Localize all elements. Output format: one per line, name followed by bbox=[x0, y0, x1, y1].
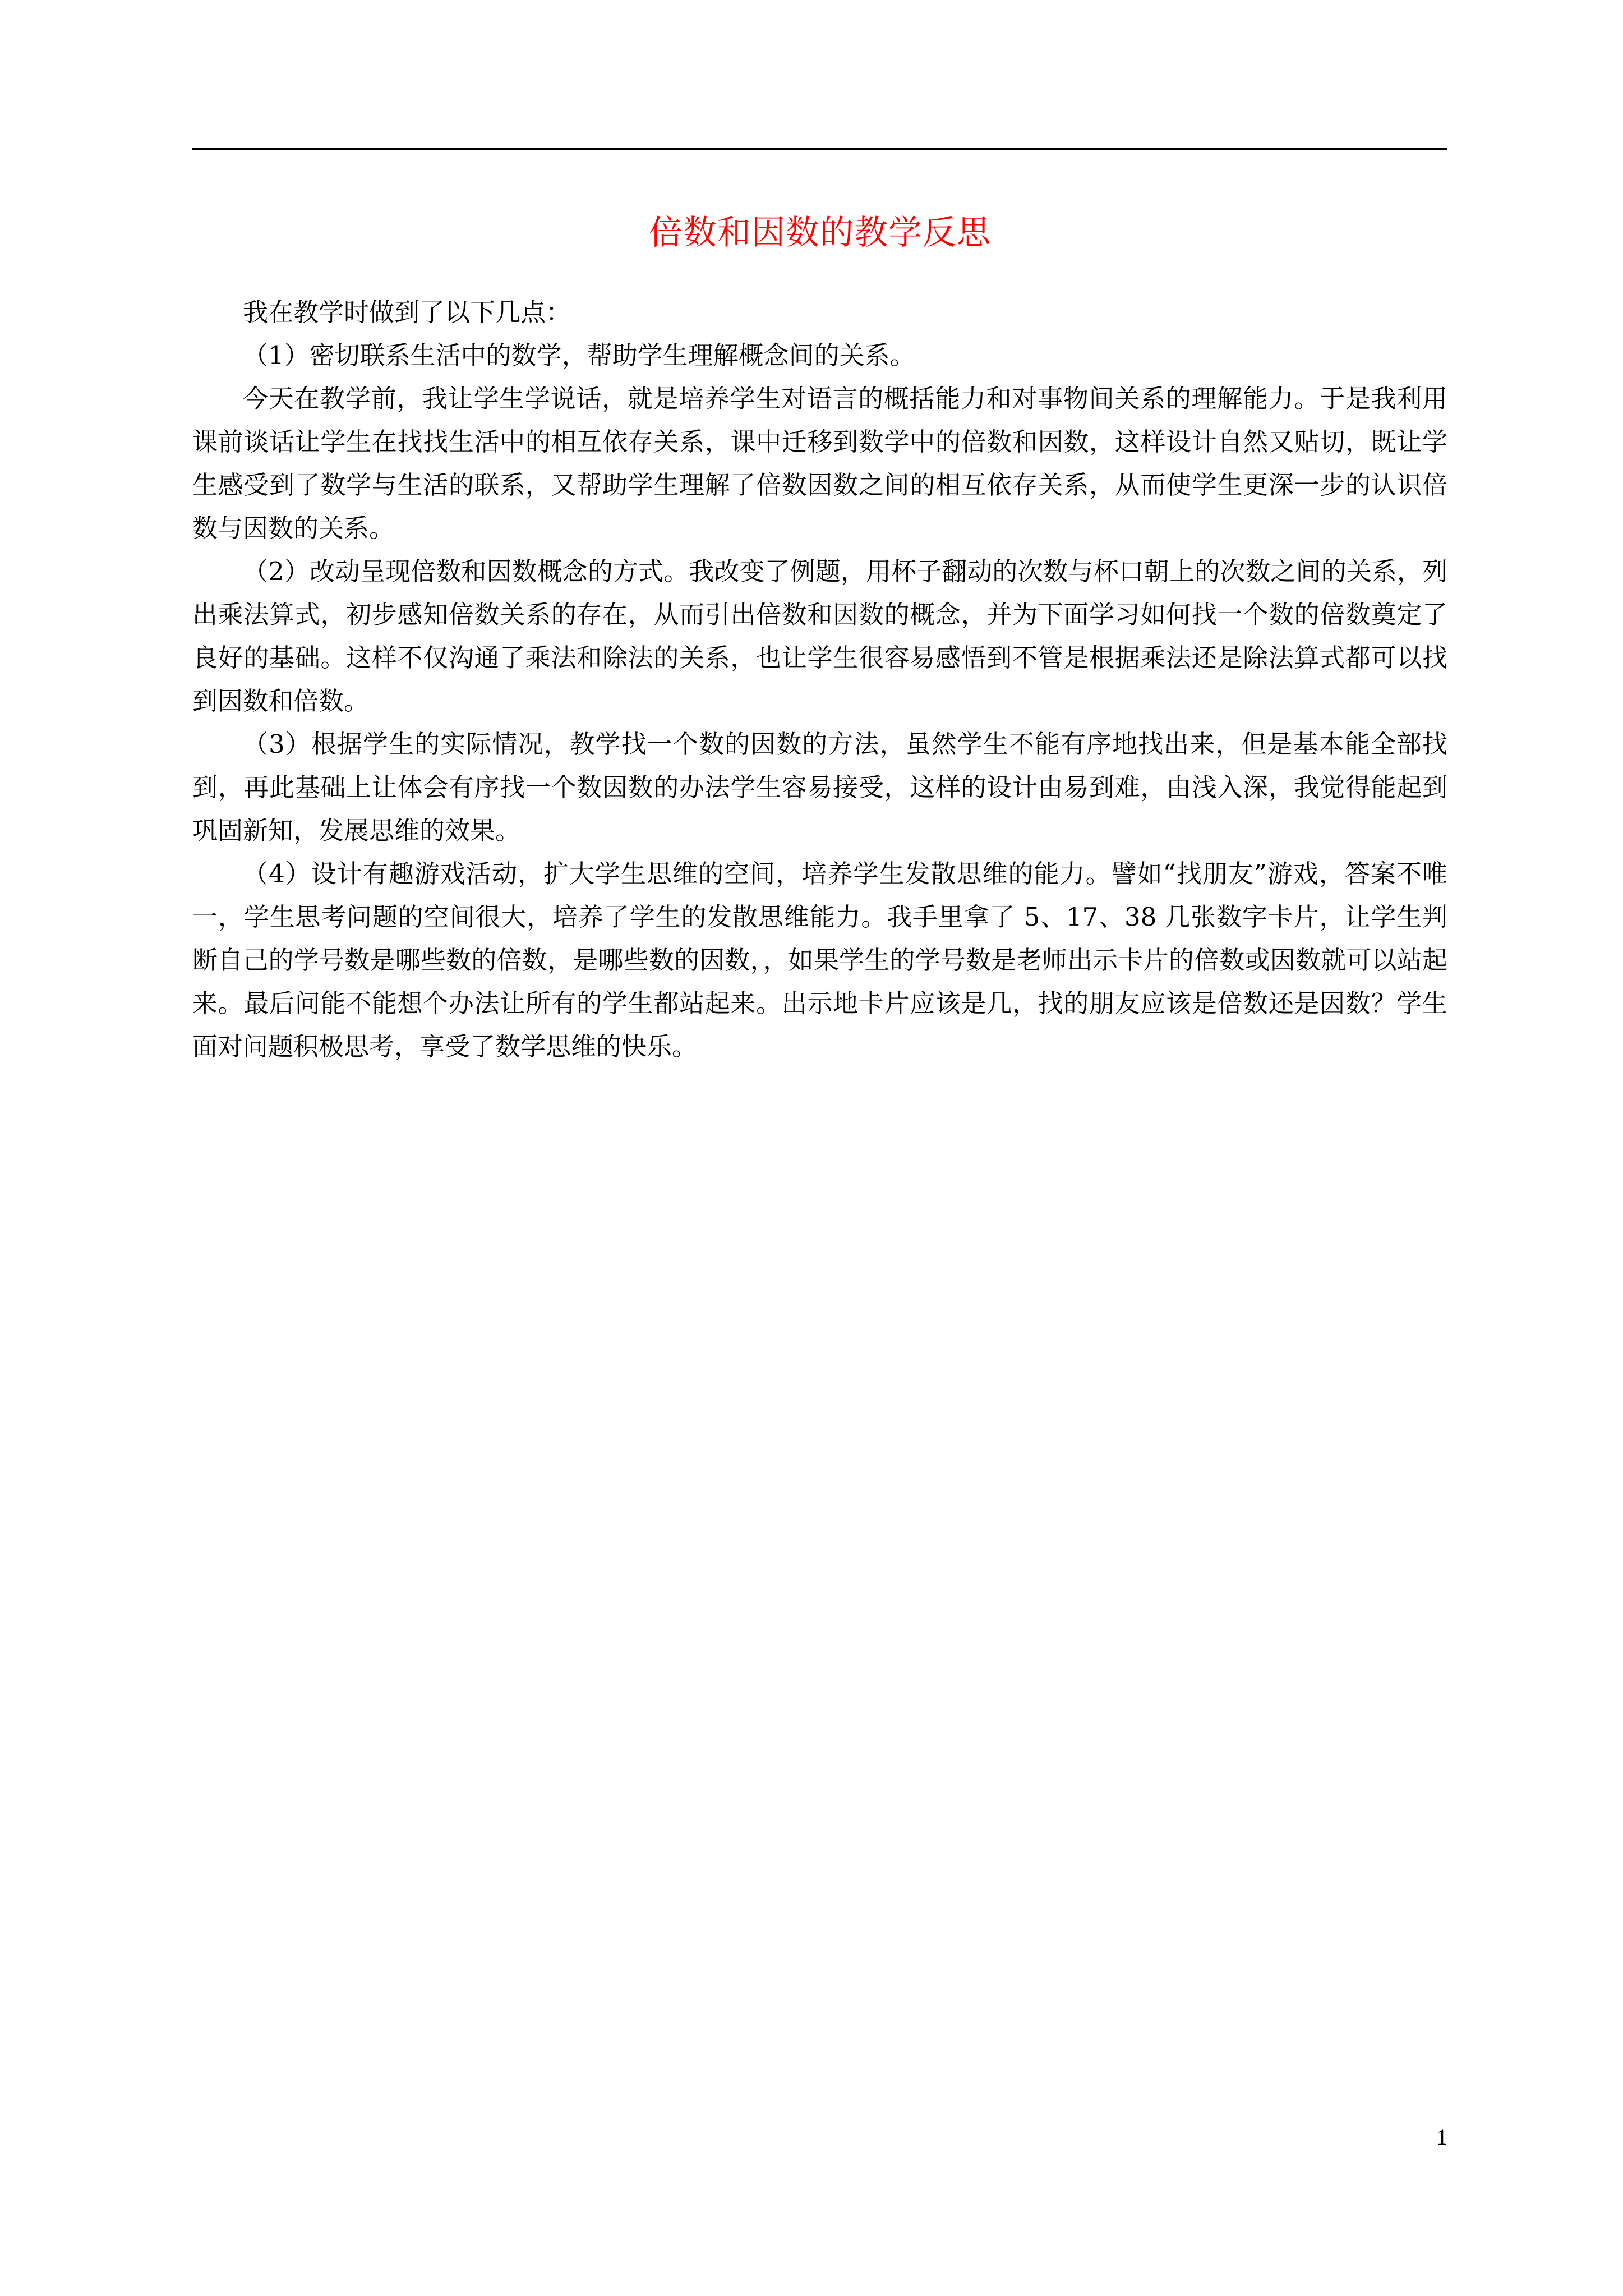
header-rule bbox=[192, 148, 1447, 150]
paragraph-intro: 我在教学时做到了以下几点： bbox=[243, 297, 571, 327]
page-number: 1 bbox=[1436, 2124, 1447, 2150]
paragraph-point-2: （2）改动呈现倍数和因数概念的方式。我改变了例题，用杯子翻动的次数与杯口朝上的次数之间的关系，列出乘法算式，初步感知倍数关系的存在，从而引出倍数和因数的概念，并为下面学习如何找一个数的倍数奠定了良好的基础。这样不仅沟通了乘法和除法的关系，也让学生很容易感悟到不管是根据乘法还是除法算式都可以找到因数和倍数。 bbox=[192, 556, 1447, 716]
paragraph-point-1-heading: （1）密切联系生活中的数学，帮助学生理解概念间的关系。 bbox=[243, 341, 915, 370]
paragraph-point-4: （4）设计有趣游戏活动，扩大学生思维的空间，培养学生发散思维的能力。譬如“找朋友”游戏，答案不唯一，学生思考问题的空间很大，培养了学生的发散思维能力。我手里拿了 5、17、38 几张数字卡片，让学生判断自己的学号数是哪些数的倍数，是哪些数的因数，，如果学生的学号数是老师出示卡片的倍数或因数就可以站起来。最后问能不能想个办法让所有的学生都站起来。出示地卡片应该是几，找的朋友应该是倍数还是因数？学生面对问题积极思考，享受了数学思维的快乐。 bbox=[192, 859, 1447, 1061]
paragraph-point-1-body: 今天在教学前，我让学生学说话，就是培养学生对语言的概括能力和对事物间关系的理解能力。于是我利用课前谈话让学生在找找生活中的相互依存关系，课中迁移到数学中的倍数和因数，这样设计自然又贴切，既让学生感受到了数学与生活的联系，又帮助学生理解了倍数因数之间的相互依存关系，从而使学生更深一步的认识倍数与因数的关系。 bbox=[192, 384, 1447, 543]
document-body bbox=[192, 291, 1447, 1068]
document-title: 倍数和因数的教学反思 bbox=[649, 213, 991, 252]
paragraph-point-3: （3）根据学生的实际情况，教学找一个数的因数的方法，虽然学生不能有序地找出来，但是基本能全部找到，再此基础上让体会有序找一个数因数的办法学生容易接受，这样的设计由易到难，由浅入深，我觉得能起到巩固新知，发展思维的效果。 bbox=[192, 729, 1447, 845]
